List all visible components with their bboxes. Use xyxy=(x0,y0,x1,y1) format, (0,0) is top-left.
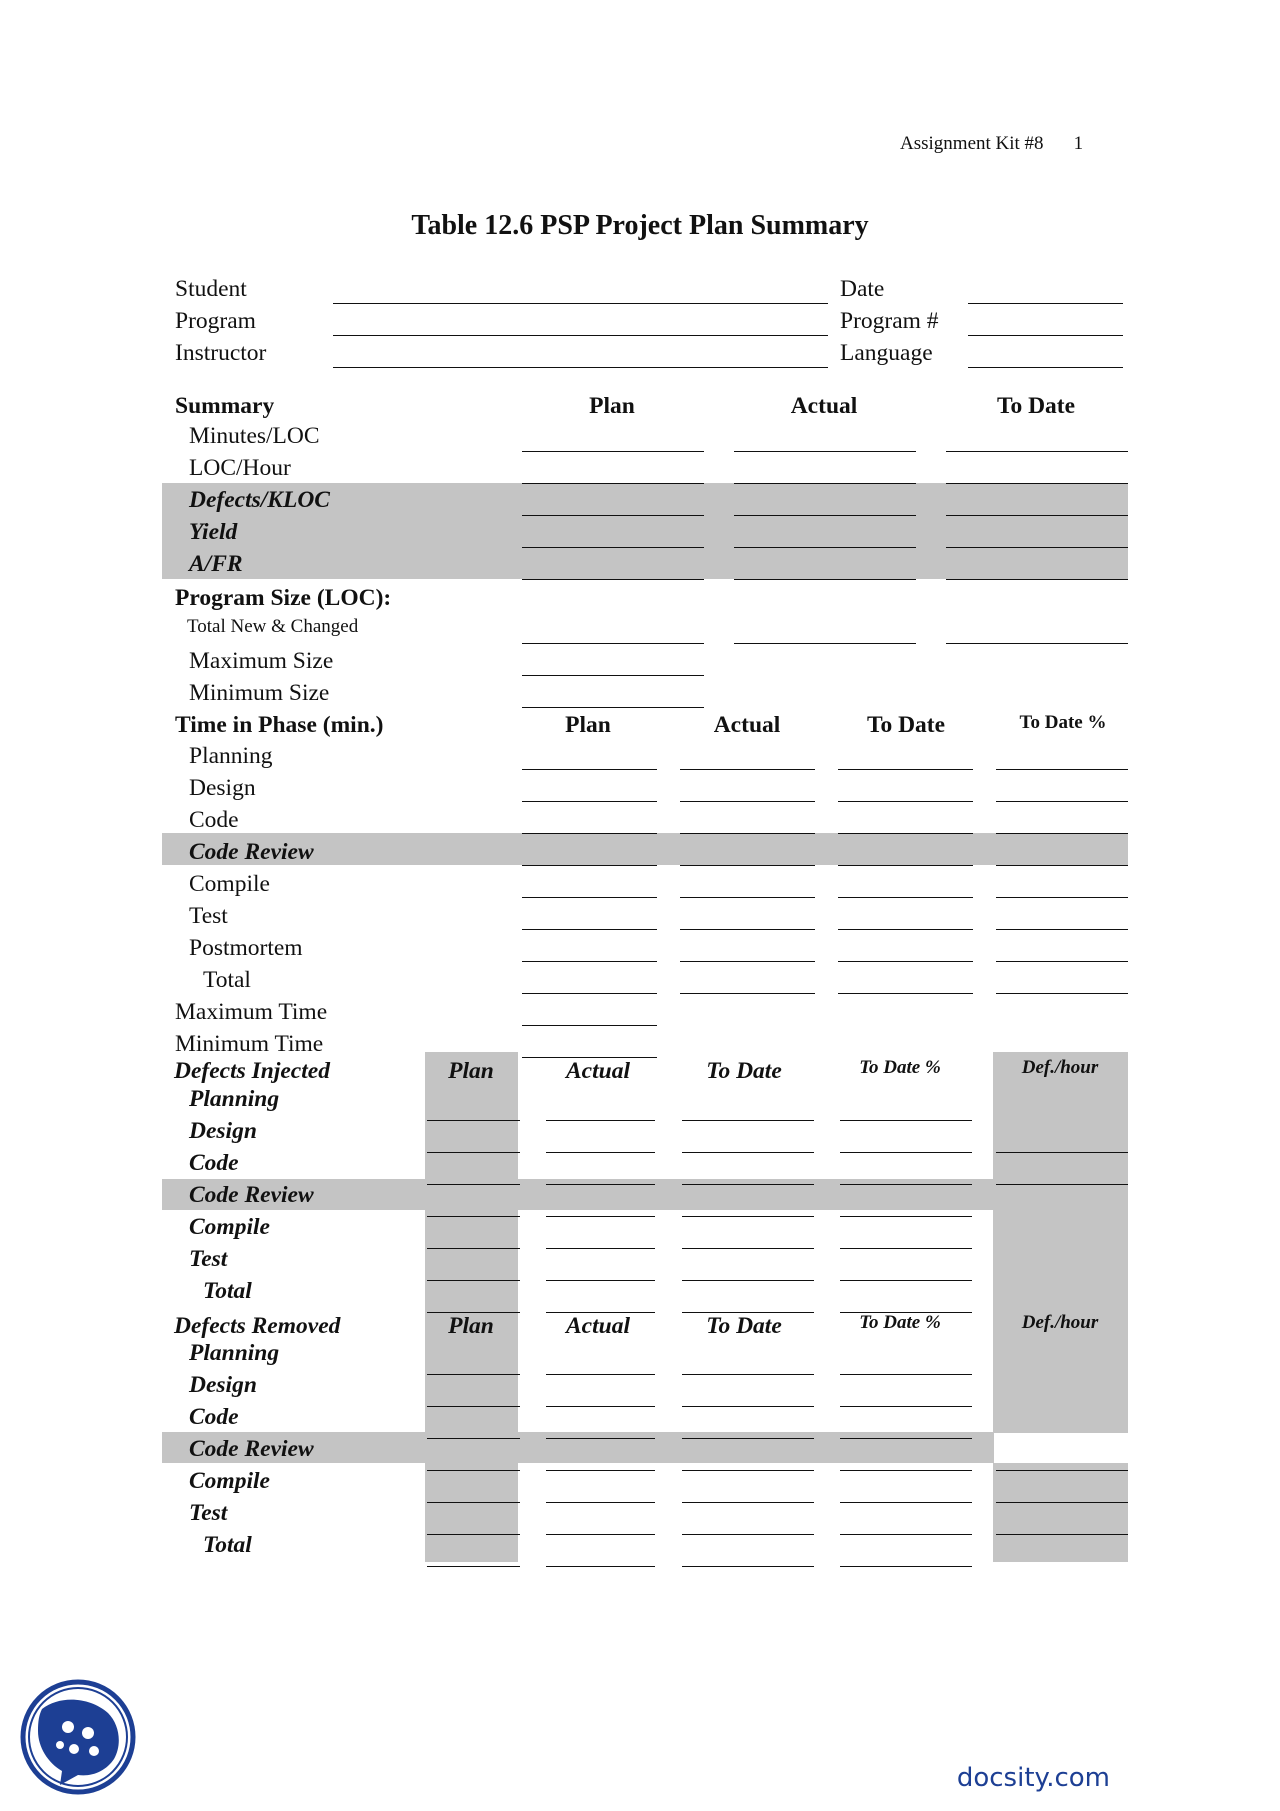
blank-field[interactable] xyxy=(546,1470,655,1471)
blank-field[interactable] xyxy=(840,1406,972,1407)
inj-row-code: Code xyxy=(189,1150,239,1176)
blank-field[interactable] xyxy=(680,801,815,802)
blank-field[interactable] xyxy=(680,769,815,770)
summary-col-actual-text: Actual xyxy=(790,393,858,419)
blank-field[interactable] xyxy=(680,961,815,962)
blank-field[interactable] xyxy=(996,929,1128,930)
blank-field[interactable] xyxy=(427,1216,520,1217)
blank-field[interactable] xyxy=(522,515,704,516)
blank-field[interactable] xyxy=(996,769,1128,770)
rem-col-todate-pct xyxy=(859,1312,982,1333)
blank-field[interactable] xyxy=(546,1374,655,1375)
blank-field[interactable] xyxy=(427,1406,520,1407)
blank-field[interactable] xyxy=(682,1566,814,1567)
time-row-maximum: Maximum Time xyxy=(175,999,328,1025)
row-minimum-size: Minimum Size xyxy=(189,680,330,706)
blank-field[interactable] xyxy=(427,1566,520,1567)
page-title xyxy=(411,210,1097,241)
blank-field[interactable] xyxy=(840,1566,972,1567)
blank-field[interactable] xyxy=(522,865,657,866)
blank-field[interactable] xyxy=(682,1502,814,1503)
blank-field[interactable] xyxy=(546,1534,655,1535)
inj-row-design: Design xyxy=(189,1118,257,1144)
program-field[interactable] xyxy=(333,335,828,336)
blank-field[interactable] xyxy=(840,1374,972,1375)
time-col-todate-text: To Date xyxy=(866,712,946,738)
def-hour-shade-removed-lower xyxy=(993,1463,1128,1562)
inj-row-planning: Planning xyxy=(189,1086,280,1112)
blank-field[interactable] xyxy=(734,643,916,644)
time-col-actual-text: Actual xyxy=(713,712,781,738)
rem-col-actual-text: Actual xyxy=(566,1313,630,1339)
blank-field[interactable] xyxy=(996,801,1128,802)
inj-col-todate-pct-text: To Date % xyxy=(859,1057,941,1078)
blank-field[interactable] xyxy=(427,1280,520,1281)
blank-field[interactable] xyxy=(838,769,973,770)
page-title-text: Table 12.6 PSP Project Plan Summary xyxy=(411,210,869,241)
blank-field[interactable] xyxy=(427,1374,520,1375)
blank-field[interactable] xyxy=(996,1470,1128,1471)
rem-col-def-hour-text: Def./hour xyxy=(1021,1312,1099,1333)
inj-col-actual-text: Actual xyxy=(566,1058,630,1084)
blank-field[interactable] xyxy=(682,1534,814,1535)
language-label: Language xyxy=(840,340,933,366)
blank-field[interactable] xyxy=(522,675,704,676)
rem-row-code-review: Code Review xyxy=(189,1436,314,1462)
blank-field[interactable] xyxy=(840,1248,972,1249)
program-number-label: Program # xyxy=(840,308,939,334)
blank-field[interactable] xyxy=(840,1470,972,1471)
blank-field[interactable] xyxy=(522,961,657,962)
time-row-total: Total xyxy=(203,967,251,993)
docsity-logo-icon[interactable] xyxy=(20,1679,136,1795)
time-col-todate xyxy=(866,712,984,738)
inj-col-def-hour xyxy=(1021,1057,1137,1078)
blank-field[interactable] xyxy=(946,643,1128,644)
rem-row-code: Code xyxy=(189,1404,239,1430)
time-row-planning: Planning xyxy=(189,743,273,769)
blank-field[interactable] xyxy=(522,897,657,898)
summary-col-todate xyxy=(996,393,1114,419)
blank-field[interactable] xyxy=(734,451,916,452)
blank-field[interactable] xyxy=(427,1438,520,1439)
student-label: Student xyxy=(175,276,247,302)
instructor-field[interactable] xyxy=(333,367,828,368)
rem-row-compile: Compile xyxy=(189,1468,270,1494)
blank-field[interactable] xyxy=(838,993,973,994)
time-col-plan xyxy=(565,712,634,738)
summary-col-plan xyxy=(589,393,658,419)
blank-field[interactable] xyxy=(838,833,973,834)
summary-heading: Summary xyxy=(175,393,275,419)
blank-field[interactable] xyxy=(680,865,815,866)
blank-field[interactable] xyxy=(682,1216,814,1217)
blank-field[interactable] xyxy=(838,897,973,898)
blank-field[interactable] xyxy=(682,1120,814,1121)
blank-field[interactable] xyxy=(682,1470,814,1471)
docsity-logo-graphic xyxy=(20,1679,136,1795)
inj-col-def-hour-text: Def./hour xyxy=(1021,1057,1099,1078)
inj-col-plan-text: Plan xyxy=(448,1058,494,1084)
rem-col-todate-pct-text: To Date % xyxy=(859,1312,941,1333)
inj-row-compile: Compile xyxy=(189,1214,270,1240)
rem-row-design: Design xyxy=(189,1372,257,1398)
summary-col-actual xyxy=(790,393,891,419)
blank-field[interactable] xyxy=(546,1438,655,1439)
blank-field[interactable] xyxy=(522,451,704,452)
blank-field[interactable] xyxy=(840,1216,972,1217)
time-row-minimum: Minimum Time xyxy=(175,1031,324,1057)
time-row-code-review: Code Review xyxy=(189,839,314,865)
inj-row-total: Total xyxy=(203,1278,252,1304)
inj-row-test: Test xyxy=(189,1246,228,1272)
blank-field[interactable] xyxy=(946,451,1128,452)
blank-field[interactable] xyxy=(734,483,916,484)
blank-field[interactable] xyxy=(840,1152,972,1153)
row-loc-hour: LOC/Hour xyxy=(189,455,291,481)
blank-field[interactable] xyxy=(682,1438,814,1439)
summary-col-todate-text: To Date xyxy=(996,393,1076,419)
blank-field[interactable] xyxy=(840,1502,972,1503)
blank-field[interactable] xyxy=(546,1152,655,1153)
row-total-new-changed: Total New & Changed xyxy=(187,616,359,637)
blank-field[interactable] xyxy=(546,1280,655,1281)
blank-field[interactable] xyxy=(734,547,916,548)
rem-row-test: Test xyxy=(189,1500,228,1526)
blank-field[interactable] xyxy=(734,515,916,516)
blank-field[interactable] xyxy=(522,579,704,580)
plan-column-shade xyxy=(425,1052,518,1562)
blank-field[interactable] xyxy=(546,1406,655,1407)
date-label: Date xyxy=(840,276,885,302)
program-label: Program xyxy=(175,308,256,334)
defects-injected-heading: Defects Injected xyxy=(174,1058,330,1084)
blank-field[interactable] xyxy=(546,1248,655,1249)
inj-col-todate-pct xyxy=(859,1057,982,1078)
rem-col-plan xyxy=(448,1313,517,1339)
time-in-phase-heading: Time in Phase (min.) xyxy=(175,712,384,738)
blank-field[interactable] xyxy=(427,1502,520,1503)
inj-col-todate-text: To Date xyxy=(706,1058,782,1084)
blank-field[interactable] xyxy=(427,1120,520,1121)
language-field[interactable] xyxy=(968,367,1123,368)
page-number: 1 xyxy=(1073,133,1084,154)
blank-field[interactable] xyxy=(522,929,657,930)
blank-field[interactable] xyxy=(840,1184,972,1185)
blank-field[interactable] xyxy=(734,579,916,580)
summary-col-plan-text: Plan xyxy=(589,393,635,419)
blank-field[interactable] xyxy=(546,1566,655,1567)
time-col-plan-text: Plan xyxy=(565,712,611,738)
blank-field[interactable] xyxy=(838,801,973,802)
inj-row-code-review: Code Review xyxy=(189,1182,314,1208)
blank-field[interactable] xyxy=(522,643,704,644)
blank-field[interactable] xyxy=(680,929,815,930)
defects-removed-heading: Defects Removed xyxy=(174,1313,341,1339)
inj-col-todate xyxy=(706,1058,820,1084)
blank-field[interactable] xyxy=(682,1152,814,1153)
blank-field[interactable] xyxy=(840,1120,972,1121)
blank-field[interactable] xyxy=(996,961,1128,962)
rem-col-def-hour xyxy=(1021,1312,1137,1333)
blank-field[interactable] xyxy=(546,1120,655,1121)
blank-field[interactable] xyxy=(682,1374,814,1375)
blank-field[interactable] xyxy=(840,1438,972,1439)
time-row-postmortem: Postmortem xyxy=(189,935,303,961)
blank-field[interactable] xyxy=(546,1216,655,1217)
blank-field[interactable] xyxy=(522,801,657,802)
kit-label: Assignment Kit #8 xyxy=(900,133,1044,154)
blank-field[interactable] xyxy=(838,865,973,866)
blank-field[interactable] xyxy=(680,897,815,898)
time-col-actual xyxy=(713,712,814,738)
blank-field[interactable] xyxy=(996,1502,1128,1503)
docsity-link[interactable]: docsity.com xyxy=(956,1763,1110,1793)
blank-field[interactable] xyxy=(946,515,1128,516)
row-defects-kloc: Defects/KLOC xyxy=(189,487,330,513)
blank-field[interactable] xyxy=(840,1534,972,1535)
blank-field[interactable] xyxy=(522,707,704,708)
program-number-field[interactable] xyxy=(968,335,1123,336)
blank-field[interactable] xyxy=(996,897,1128,898)
rem-row-planning: Planning xyxy=(189,1340,280,1366)
rem-row-total: Total xyxy=(203,1532,252,1558)
blank-field[interactable] xyxy=(946,483,1128,484)
blank-field[interactable] xyxy=(427,1534,520,1535)
blank-field[interactable] xyxy=(996,1534,1128,1535)
blank-field[interactable] xyxy=(996,833,1128,834)
time-row-test: Test xyxy=(189,903,228,929)
rem-col-todate-text: To Date xyxy=(706,1313,782,1339)
program-size-heading: Program Size (LOC): xyxy=(175,585,392,611)
time-row-code: Code xyxy=(189,807,239,833)
row-maximum-size: Maximum Size xyxy=(189,648,334,674)
row-afr: A/FR xyxy=(189,551,243,577)
blank-field[interactable] xyxy=(522,483,704,484)
running-header xyxy=(900,134,1083,153)
time-col-todate-pct xyxy=(1019,712,1150,733)
rem-col-plan-text: Plan xyxy=(448,1313,494,1339)
blank-field[interactable] xyxy=(682,1280,814,1281)
inj-col-actual xyxy=(566,1058,662,1084)
time-row-compile: Compile xyxy=(189,871,270,897)
blank-field[interactable] xyxy=(546,1502,655,1503)
blank-field[interactable] xyxy=(427,1248,520,1249)
blank-field[interactable] xyxy=(682,1248,814,1249)
blank-field[interactable] xyxy=(996,1152,1128,1153)
blank-field[interactable] xyxy=(427,1470,520,1471)
blank-field[interactable] xyxy=(546,1184,655,1185)
blank-field[interactable] xyxy=(996,865,1128,866)
blank-field[interactable] xyxy=(522,833,657,834)
blank-field[interactable] xyxy=(838,929,973,930)
student-field[interactable] xyxy=(333,303,828,304)
inj-col-plan xyxy=(448,1058,517,1084)
blank-field[interactable] xyxy=(680,833,815,834)
blank-field[interactable] xyxy=(946,547,1128,548)
blank-field[interactable] xyxy=(522,1025,657,1026)
blank-field[interactable] xyxy=(680,993,815,994)
blank-field[interactable] xyxy=(522,547,704,548)
blank-field[interactable] xyxy=(427,1184,520,1185)
time-row-design: Design xyxy=(189,775,256,801)
row-minutes-loc: Minutes/LOC xyxy=(189,423,320,449)
row-yield: Yield xyxy=(189,519,238,545)
blank-field[interactable] xyxy=(682,1406,814,1407)
blank-field[interactable] xyxy=(682,1184,814,1185)
blank-field[interactable] xyxy=(522,993,657,994)
blank-field[interactable] xyxy=(522,769,657,770)
instructor-label: Instructor xyxy=(175,340,267,366)
rem-col-todate xyxy=(706,1313,820,1339)
rem-col-actual xyxy=(566,1313,662,1339)
date-field[interactable] xyxy=(968,303,1123,304)
blank-field[interactable] xyxy=(996,1184,1128,1185)
time-col-todate-pct-text: To Date % xyxy=(1019,712,1107,733)
blank-field[interactable] xyxy=(946,579,1128,580)
blank-field[interactable] xyxy=(996,993,1128,994)
blank-field[interactable] xyxy=(427,1152,520,1153)
blank-field[interactable] xyxy=(838,961,973,962)
blank-field[interactable] xyxy=(840,1280,972,1281)
